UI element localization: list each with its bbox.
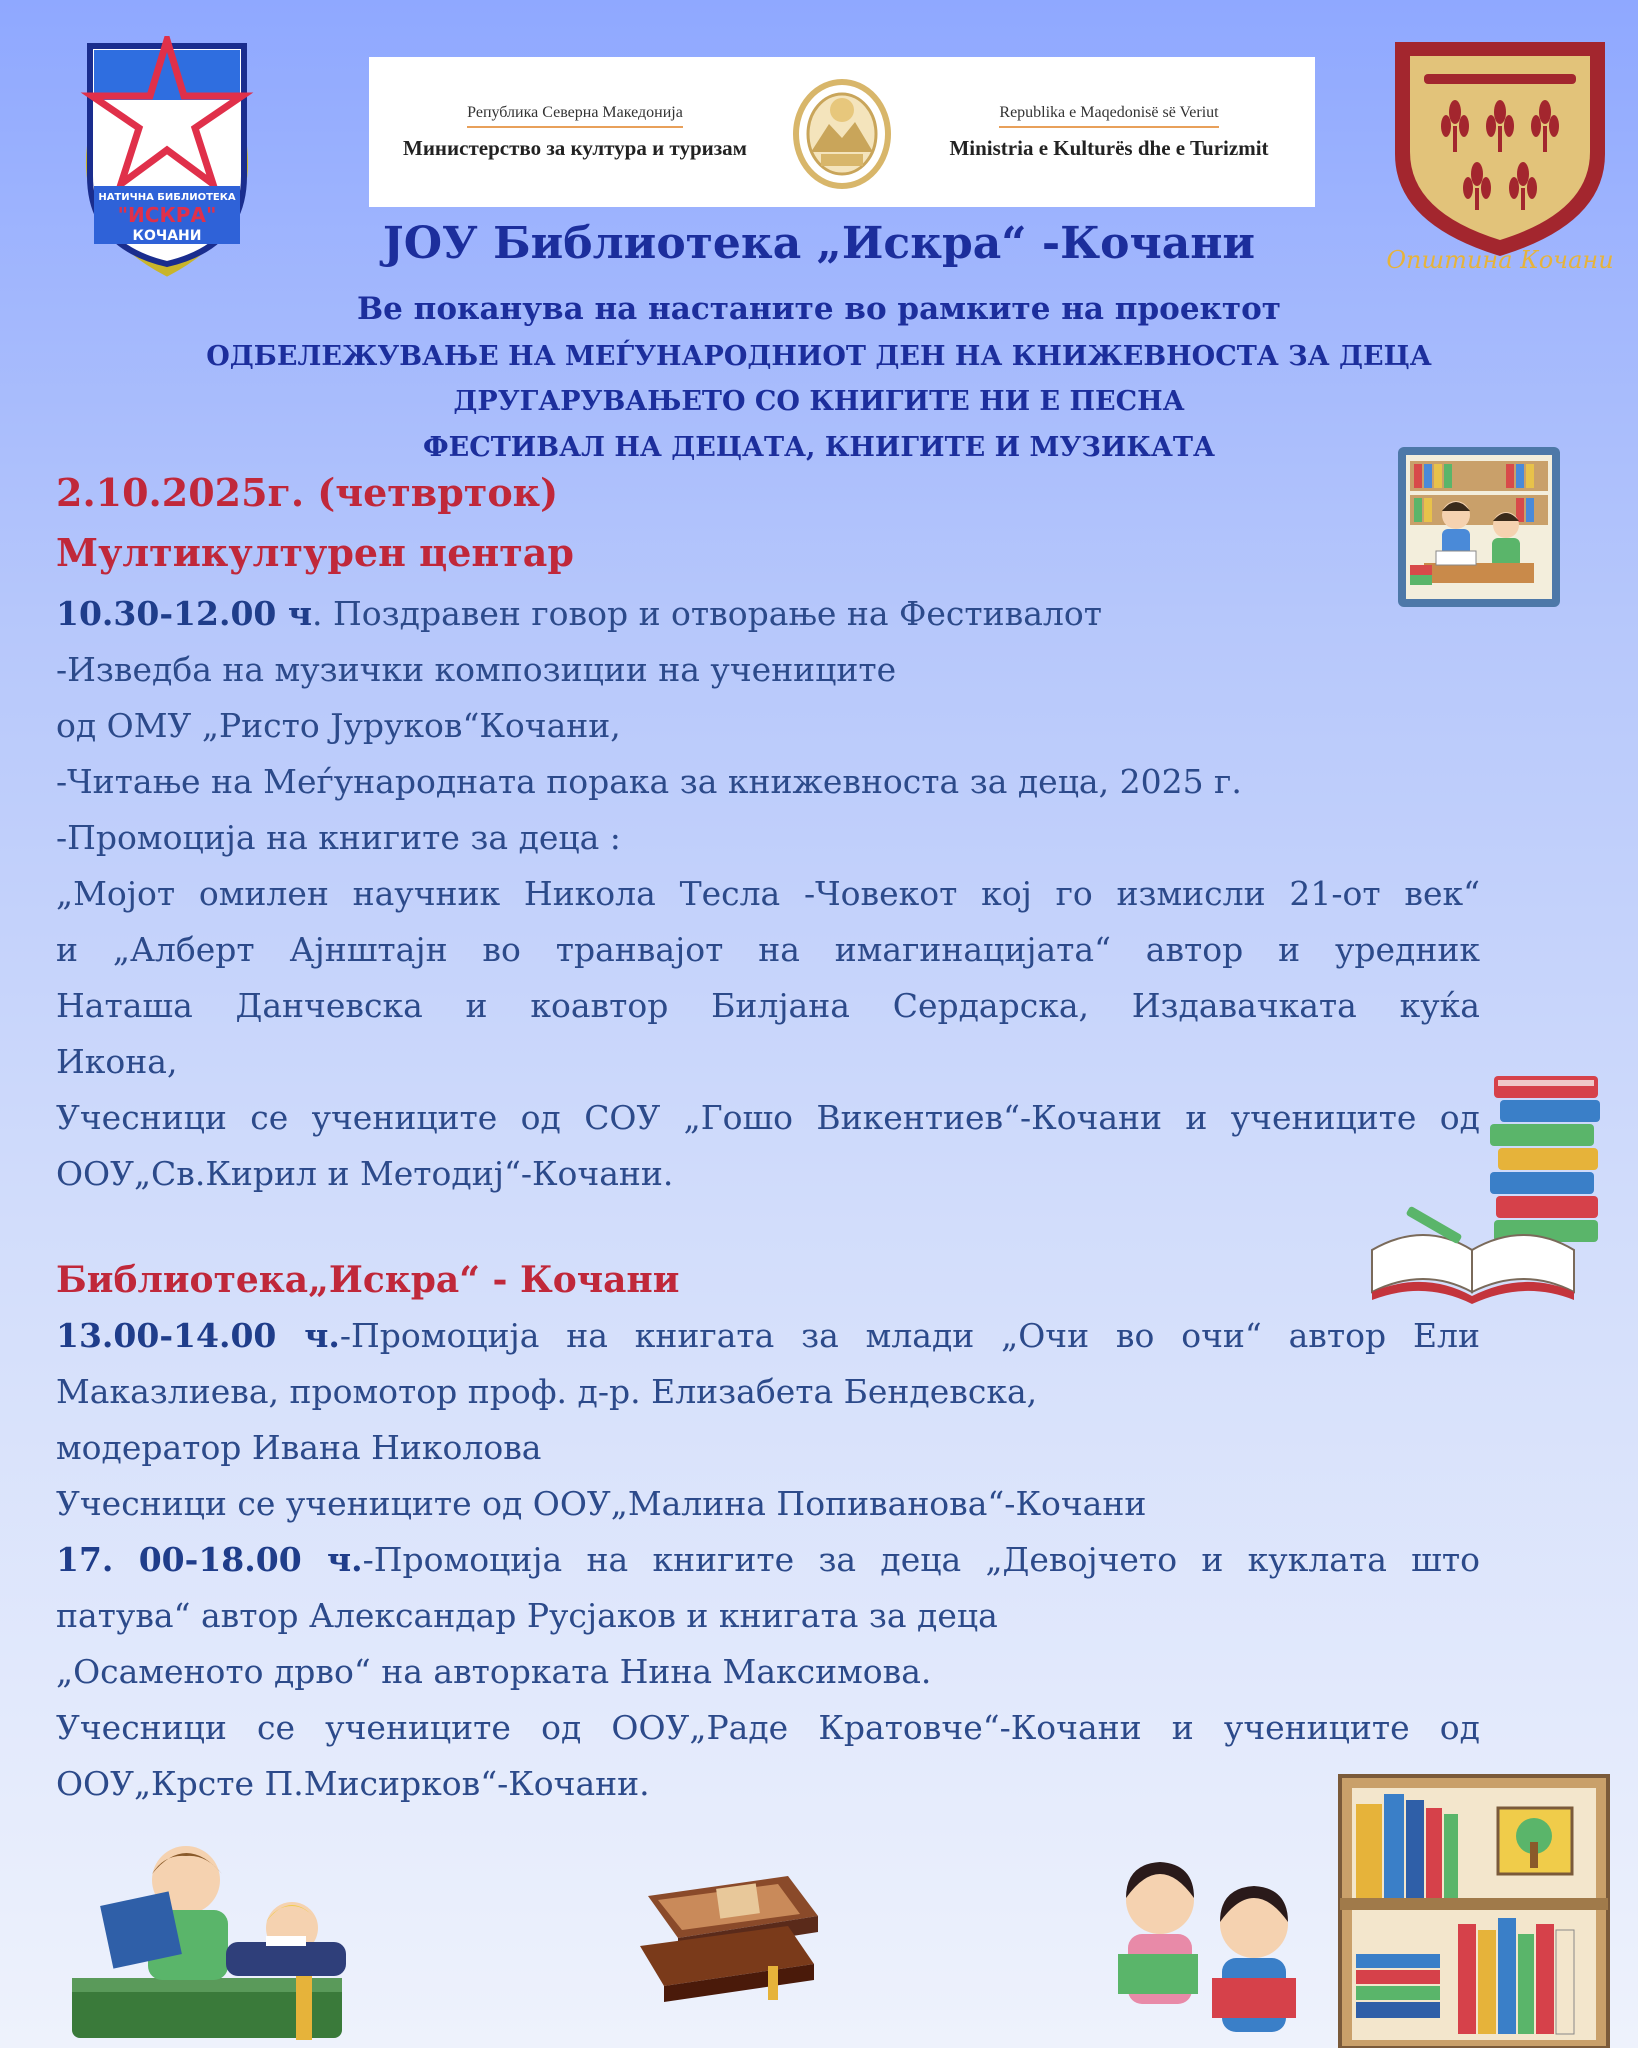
- program-item: ООУ„Св.Кирил и Методиј“-Кочани.: [56, 1154, 674, 1193]
- program-item: од ОМУ „Ристо Јуруков“Кочани,: [56, 706, 621, 745]
- program-item: -Промоција на книгите за деца :: [56, 818, 621, 857]
- invite-text: Ве поканува на настаните во рамките на проектот: [356, 291, 1282, 327]
- project-line-3: ФЕСТИВАЛ НА ДЕЦАТА, КНИГИТЕ И МУЗИКАТА: [423, 432, 1215, 463]
- program-item: Наташа Данчевска и коавтор Билјана Сердарска, Издавачката куќа: [56, 986, 1480, 1025]
- logo-line1: НАТИЧНА БИБЛИОТЕКА: [98, 192, 236, 203]
- time-label: 10.30-12.00 ч: [56, 594, 313, 633]
- page-title: ЈОУ Библиотека „Искра“ -Кочани: [382, 218, 1256, 269]
- program-item: и „Алберт Ајнштајн во транвајот на имагинацијата“ автор и уредник: [56, 930, 1480, 969]
- venue-library: Библиотека„Искра“ - Кочани: [56, 1259, 680, 1301]
- brown-books-illustration: [628, 1856, 828, 2006]
- ministry-left-big: Министерство за култура и туризам: [403, 135, 747, 160]
- kids-reading-illustration: [1104, 1844, 1300, 2048]
- municipality-label: Општина Кочани: [1386, 246, 1614, 274]
- ministry-banner: [369, 57, 1315, 207]
- time-label: 13.00-14.00 ч.: [56, 1316, 340, 1355]
- program-section-2: [56, 1308, 1480, 1812]
- program-item: модератор Ивана Николова: [56, 1428, 542, 1467]
- program-item: „Мојот омилен научник Никола Тесла -Човекот кој го измисли 21-от век“: [56, 874, 1480, 913]
- program-item: 10.30-12.00 ч. Поздравен говор и отворање на Фестивалот: [56, 594, 1102, 633]
- program-item: Учесници се учениците од СОУ „Гошо Викентиев“-Кочани и учениците од: [56, 1098, 1480, 1137]
- program-item: -Читање на Меѓународната порака за книжевноста за деца, 2025 г.: [56, 762, 1242, 801]
- project-line-2: ДРУГАРУВАЊЕТО СО КНИГИТЕ НИ Е ПЕСНА: [453, 386, 1185, 417]
- venue-multicultural-center: Мултикултурен центар: [56, 530, 574, 575]
- program-item: -Изведба на музички композиции на учениците: [56, 650, 897, 689]
- bookshelf-illustration: [1338, 1774, 1610, 2048]
- program-item: патува“ автор Александар Русјаков и книгата за деца: [56, 1596, 998, 1635]
- time-label: 17. 00-18.00 ч.: [56, 1540, 363, 1579]
- program-section-1: [56, 586, 1480, 1202]
- program-item: „Осаменото дрво“ на авторката Нина Максимова.: [56, 1652, 932, 1691]
- program-item: Учесници се учениците од ООУ„Малина Попиванова“-Кочани: [56, 1484, 1147, 1523]
- program-item: 17. 00-18.00 ч.-Промоција на книгите за деца „Девојчето и куклата што: [56, 1540, 1480, 1579]
- book-stack-illustration: [1364, 1070, 1604, 1310]
- ministry-right-small: Republika e Maqedonisë së Veriut: [999, 104, 1218, 128]
- ministry-right-big: Ministria e Kulturës dhe e Turizmit: [949, 135, 1269, 160]
- event-date: 2.10.2025г. (четврток): [56, 470, 559, 515]
- kids-on-book-illustration: [66, 1818, 366, 2048]
- logo-line3: КОЧАНИ: [132, 228, 202, 244]
- program-item: Учесници се учениците од ООУ„Раде Кратовче“-Кочани и учениците од: [56, 1708, 1480, 1747]
- program-item: Икона,: [56, 1042, 178, 1081]
- program-item: ООУ„Крсте П.Мисирков“-Кочани.: [56, 1764, 650, 1803]
- program-item: 13.00-14.00 ч.-Промоција на книгата за млади „Очи во очи“ автор Ели: [56, 1316, 1481, 1355]
- ministry-left-small: Република Северна Македонија: [467, 104, 683, 128]
- program-item: Маказлиева, промотор проф. д-р. Елизабета Бендевска,: [56, 1372, 1038, 1411]
- kids-reading-stamp-illustration: [1396, 445, 1562, 609]
- state-emblem-icon: [787, 72, 897, 192]
- project-line-1: ОДБЕЛЕЖУВАЊЕ НА МЕЃУНАРОДНИОТ ДЕН НА КНИЖЕВНОСТА ЗА ДЕЦА: [206, 341, 1432, 372]
- logo-line2: "ИСКРА": [117, 203, 217, 227]
